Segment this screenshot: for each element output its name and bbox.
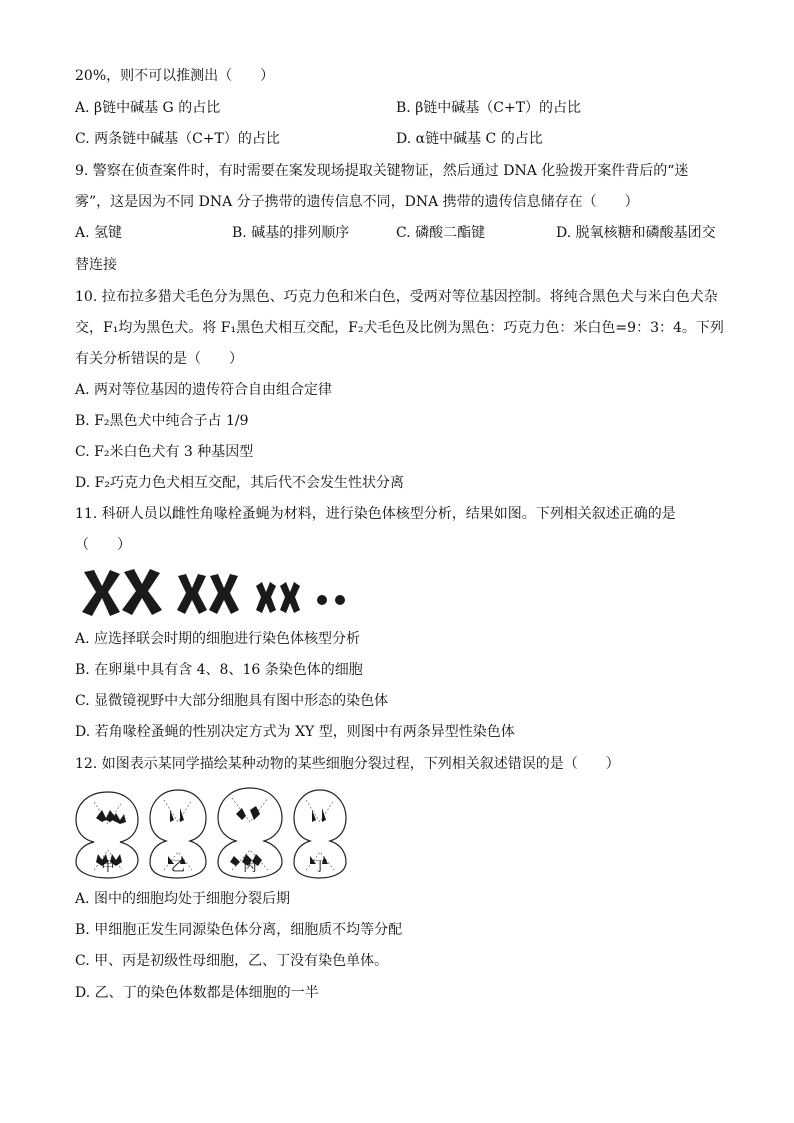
q12-option-a: A. 图中的细胞均处于细胞分裂后期	[75, 891, 291, 907]
chromosome-dot-1	[317, 595, 327, 605]
q8-stem: 20%，则不可以推测出（ ）	[75, 68, 275, 84]
q11-stem-line1: 11. 科研人员以雌性角喙栓蚤蝇为材料，进行染色体核型分析，结果如图。下列相关叙述正确的是	[75, 506, 676, 522]
q8-option-c: C. 两条链中碱基（C+T）的占比	[75, 131, 280, 147]
q8-option-d: D. α链中碱基 C 的占比	[396, 131, 543, 147]
q9-option-d: D. 脱氧核糖和磷酸基团交	[556, 225, 716, 241]
chromosome-small-2	[280, 582, 300, 613]
chromosome-medium-2	[209, 574, 239, 614]
cell-label-yi: 乙	[171, 859, 185, 875]
q12-stem: 12. 如图表示某同学描绘某种动物的某些细胞分裂过程，下列相关叙述错误的是（ ）	[75, 756, 620, 772]
q9-option-d-cont: 替连接	[75, 257, 117, 273]
q12-option-c: C. 甲、丙是初级性母细胞，乙、丁没有染色单体。	[75, 953, 389, 969]
q9-option-c: C. 磷酸二酯键	[396, 225, 486, 241]
q12-option-b: B. 甲细胞正发生同源染色体分离，细胞质不均等分配	[75, 922, 403, 938]
q8-option-a: A. β链中碱基 G 的占比	[75, 100, 221, 116]
q9-option-a: A. 氢键	[75, 225, 123, 241]
cell-label-ding: 丁	[313, 859, 327, 875]
chromosome-large-2	[122, 569, 162, 615]
chromosome-medium-1	[177, 574, 207, 614]
q11-stem-line2: （ ）	[75, 537, 131, 553]
q10-option-c: C. F₂米白色犬有 3 种基因型	[75, 444, 254, 460]
q10-option-d: D. F₂巧克力色犬相互交配，其后代不会发生性状分离	[75, 475, 404, 491]
q11-option-a: A. 应选择联会时期的细胞进行染色体核型分析	[75, 631, 361, 647]
q10-stem-line1: 10. 拉布拉多猎犬毛色分为黑色、巧克力色和米白色，受两对等位基因控制。将纯合黑色犬与米白色犬杂	[75, 289, 718, 305]
q9-option-b: B. 碱基的排列顺序	[232, 225, 350, 241]
q11-option-d: D. 若角喙栓蚤蝇的性别决定方式为 XY 型，则图中有两条异型性染色体	[75, 724, 515, 740]
chromosome-large-1	[82, 570, 120, 616]
q10-option-b: B. F₂黑色犬中纯合子占 1/9	[75, 413, 249, 429]
q9-stem-line2: 雾”，这是因为不同 DNA 分子携带的遗传信息不同，DNA 携带的遗传信息储存在（ ）	[75, 194, 639, 210]
q10-option-a: A. 两对等位基因的遗传符合自由组合定律	[75, 382, 333, 398]
karyotype-figure	[78, 566, 368, 621]
q10-stem-line3: 有关分析错误的是（ ）	[75, 351, 243, 367]
cell-label-bing: 丙	[243, 859, 257, 875]
q8-option-b: B. β链中碱基（C+T）的占比	[396, 100, 582, 116]
q11-option-b: B. 在卵巢中具有含 4、8、16 条染色体的细胞	[75, 662, 363, 678]
chromosome-dot-2	[335, 595, 345, 605]
q12-option-d: D. 乙、丁的染色体数都是体细胞的一半	[75, 985, 319, 1001]
q10-stem-line2: 交，F₁均为黑色犬。将 F₁黑色犬相互交配，F₂犬毛色及比例为黑色：巧克力色：米白色=9：3：4。下列	[75, 320, 724, 336]
chromosome-small-1	[256, 582, 276, 613]
cell-label-jia: 甲	[101, 859, 115, 875]
q11-option-c: C. 显微镜视野中大部分细胞具有图中形态的染色体	[75, 693, 389, 709]
q9-stem-line1: 9. 警察在侦查案件时，有时需要在案发现场提取关键物证，然后通过 DNA 化验拨开案件背后的“迷	[75, 163, 689, 179]
